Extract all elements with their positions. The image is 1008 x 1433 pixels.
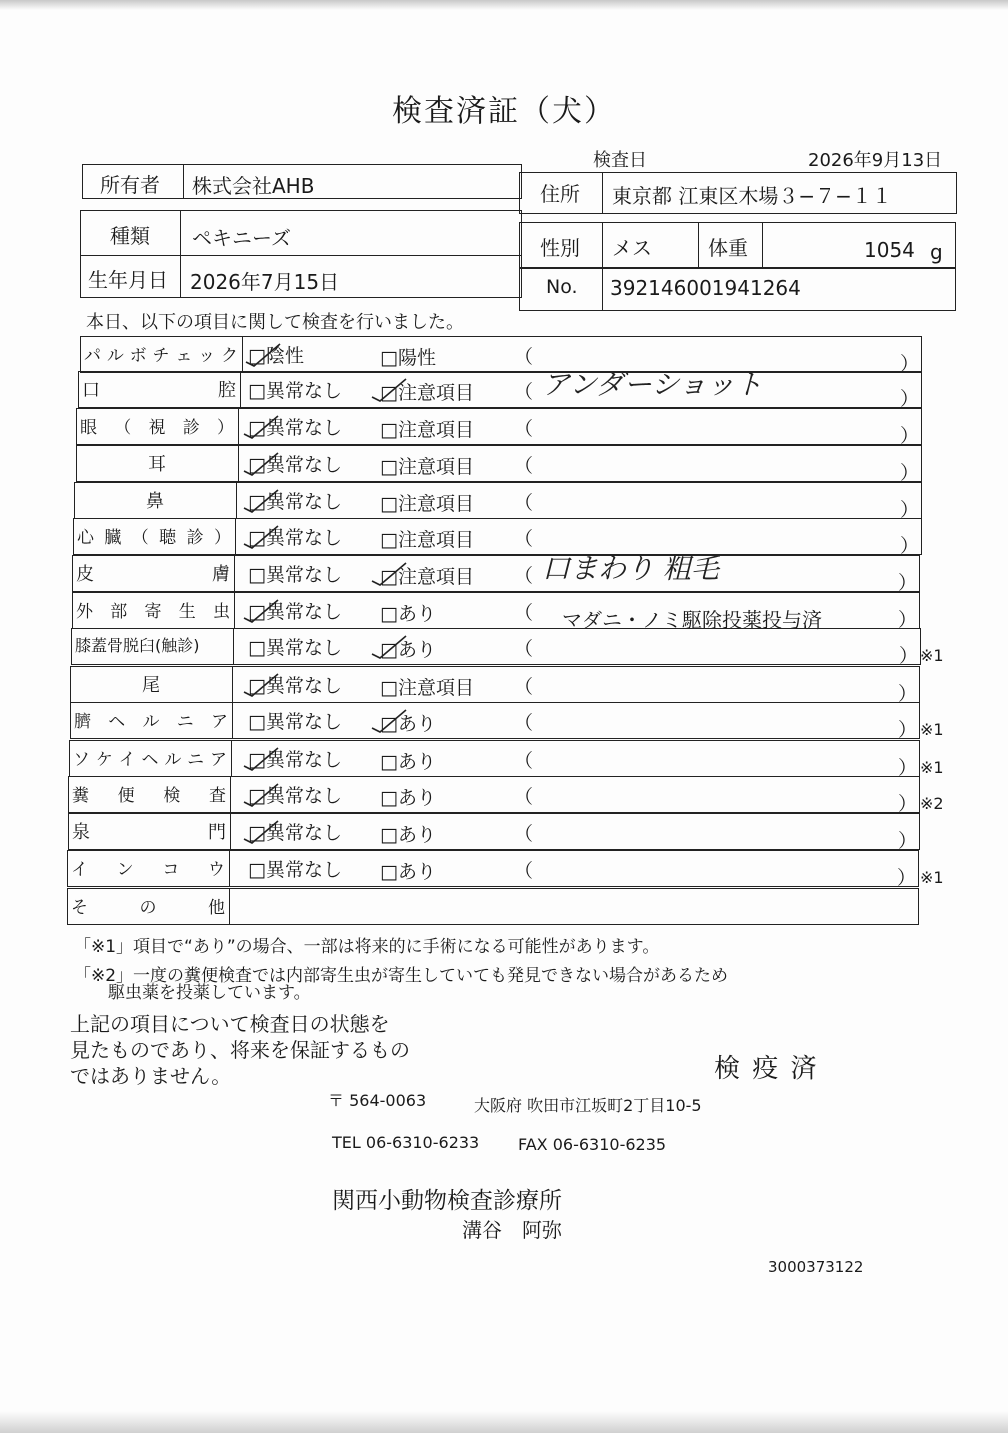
divider xyxy=(602,222,603,268)
exam-item-name: 耳 xyxy=(148,454,166,475)
exam-date-label: 検査日 xyxy=(593,150,647,171)
note-open-paren: （ xyxy=(514,528,534,550)
divider xyxy=(602,268,603,311)
option-normal-checkbox[interactable]: □異常なし xyxy=(248,785,342,807)
row-divider xyxy=(233,628,234,665)
exam-item-name: パ ル ボ チ ェ ッ ク xyxy=(84,346,238,366)
clinic-name: 関西小動物検査診療所 xyxy=(332,1188,562,1214)
note-close-paren: ） xyxy=(900,425,920,447)
option-attention-checkbox[interactable]: □あり xyxy=(380,824,436,846)
option-attention-checkbox[interactable]: □注意項目 xyxy=(380,493,474,515)
divider xyxy=(180,210,181,298)
note-open-paren: （ xyxy=(514,418,534,440)
footnote-mark: ※1 xyxy=(920,646,944,665)
option-normal-checkbox[interactable]: □異常なし xyxy=(248,711,342,733)
row-divider xyxy=(231,740,232,777)
note-close-paren: ） xyxy=(898,609,918,631)
exam-item-name: そ の 他 xyxy=(71,898,225,918)
row-divider xyxy=(236,482,237,519)
option-attention-checkbox[interactable]: □あり xyxy=(380,603,436,625)
weight-value: 1054 xyxy=(864,238,915,262)
check-mark-icon xyxy=(242,817,282,847)
option-attention-checkbox[interactable]: □陽性 xyxy=(380,347,436,369)
document-title: 検査済証（犬） xyxy=(392,94,616,129)
note-open-paren: （ xyxy=(514,712,534,734)
note-close-paren: ） xyxy=(900,462,920,484)
option-attention-checkbox[interactable]: □あり xyxy=(380,751,436,773)
row-divider xyxy=(238,408,239,445)
row-divider xyxy=(229,850,230,887)
footnote-1: 「※1」項目で“あり”の場合、一部は将来的に手術になる可能性があります。 xyxy=(74,937,660,957)
weight-label: 体重 xyxy=(708,236,748,260)
check-mark-icon xyxy=(242,596,282,626)
option-normal-checkbox[interactable]: □異常なし xyxy=(248,601,342,623)
intro-text: 本日、以下の項目に関して検査を行いました。 xyxy=(86,312,464,333)
check-mark-icon xyxy=(370,559,410,589)
check-mark-icon xyxy=(370,375,410,405)
exam-item-name: 糞 便 検 査 xyxy=(72,786,226,806)
owner-label: 所有者 xyxy=(100,173,160,197)
note-close-paren: ） xyxy=(900,388,920,410)
note-close-paren: ） xyxy=(898,830,918,852)
number-label: No. xyxy=(546,276,578,298)
check-mark-icon xyxy=(244,340,284,370)
exam-date-value: 2026年9月13日 xyxy=(808,150,943,171)
note-open-paren: （ xyxy=(514,346,534,368)
option-attention-checkbox[interactable]: □注意項目 xyxy=(380,382,474,404)
check-mark-icon xyxy=(242,780,282,810)
divider xyxy=(602,172,603,214)
option-normal-checkbox[interactable]: □異常なし xyxy=(248,380,342,402)
address-label: 住所 xyxy=(540,182,580,206)
note-open-paren: （ xyxy=(514,823,534,845)
note-close-paren: ） xyxy=(900,353,920,375)
doctor-name: 溝谷 阿弥 xyxy=(462,1218,562,1242)
row-divider xyxy=(234,592,235,629)
exam-item-name: 泉 門 xyxy=(72,822,226,843)
note-open-paren: （ xyxy=(514,860,534,882)
note-open-paren: （ xyxy=(514,381,534,403)
note-open-paren: （ xyxy=(514,602,534,624)
clinic-postal: 〒 564-0063 xyxy=(328,1091,427,1110)
document-id: 3000373122 xyxy=(768,1258,864,1276)
exam-item-name: 臍 ヘ ル ニ ア xyxy=(74,712,228,732)
option-normal-checkbox[interactable]: □異常なし xyxy=(248,637,342,659)
note-close-paren: ） xyxy=(900,535,920,557)
footnote-2-line2: 駆虫薬を投薬しています。 xyxy=(108,983,311,1003)
exam-item-name: 皮 膚 xyxy=(76,564,230,585)
option-normal-checkbox[interactable]: □異常なし xyxy=(248,564,342,586)
exam-item-name: 心 臓 （ 聴 診 ） xyxy=(77,528,231,548)
note-close-paren: ） xyxy=(898,683,918,705)
breed-label: 種類 xyxy=(110,224,150,248)
footnote-mark: ※1 xyxy=(920,868,944,887)
check-mark-icon xyxy=(370,632,410,662)
exam-item-name: 外 部 寄 生 虫 xyxy=(76,602,230,622)
divider xyxy=(762,222,763,268)
option-normal-checkbox[interactable]: □異常なし xyxy=(248,675,342,697)
owner-value: 株式会社AHB xyxy=(192,174,315,198)
birthdate-label: 生年月日 xyxy=(88,268,168,292)
check-mark-icon xyxy=(242,522,282,552)
option-attention-checkbox[interactable]: □あり xyxy=(380,787,436,809)
row-divider xyxy=(238,445,239,482)
clinic-address: 大阪府 吹田市江坂町2丁目10-5 xyxy=(474,1096,702,1115)
option-attention-checkbox[interactable]: □注意項目 xyxy=(380,419,474,441)
note-close-paren: ） xyxy=(898,793,918,815)
exam-item-name: 尾 xyxy=(142,675,160,696)
exam-item-name: 鼻 xyxy=(146,491,164,512)
note-open-paren: （ xyxy=(514,455,534,477)
divider xyxy=(698,222,699,268)
scan-edge-bottom xyxy=(0,1411,1008,1433)
sex-value: メス xyxy=(612,236,652,260)
option-attention-checkbox[interactable]: □あり xyxy=(380,639,436,661)
note-open-paren: （ xyxy=(514,492,534,514)
row-divider xyxy=(235,518,236,555)
disclaimer-line3: ではありません。 xyxy=(70,1064,232,1088)
exam-item-name: 膝蓋骨脱臼(触診) xyxy=(75,636,200,655)
handwritten-note: 口まわり 粗毛 xyxy=(542,552,719,585)
disclaimer-line2: 見たものであり、将来を保証するもの xyxy=(70,1038,410,1062)
note-close-paren: ） xyxy=(898,757,918,779)
check-mark-icon xyxy=(242,412,282,442)
note-close-paren: ） xyxy=(898,572,918,594)
check-mark-icon xyxy=(242,744,282,774)
row-divider xyxy=(230,776,231,813)
clinic-tel: TEL 06-6310-6233 xyxy=(332,1133,480,1152)
printed-note: マダニ・ノミ駆除投薬投与済 xyxy=(562,608,822,632)
handwritten-note: アンダーショット xyxy=(542,368,763,401)
exam-item-name: イ ン コ ウ xyxy=(71,860,225,880)
footnote-mark: ※1 xyxy=(920,758,944,777)
address-value: 東京都 江東区木場３−７−１１ xyxy=(612,184,892,208)
check-mark-icon xyxy=(242,449,282,479)
row-divider xyxy=(234,555,235,592)
option-attention-checkbox[interactable]: □あり xyxy=(380,713,436,735)
check-mark-icon xyxy=(370,706,410,736)
check-mark-icon xyxy=(242,670,282,700)
footnote-mark: ※2 xyxy=(920,794,944,813)
option-normal-checkbox[interactable]: □異常なし xyxy=(248,859,342,881)
number-value: 392146001941264 xyxy=(610,276,801,300)
option-normal-checkbox[interactable]: □異常なし xyxy=(248,454,342,476)
row-divider xyxy=(240,371,241,408)
exam-item-name: 眼 （ 視 診 ） xyxy=(80,418,234,438)
note-close-paren: ） xyxy=(897,867,917,889)
note-close-paren: ） xyxy=(899,645,919,667)
quarantine-stamp: 検 疫 済 xyxy=(714,1054,819,1084)
option-normal-checkbox[interactable]: □異常なし xyxy=(248,527,342,549)
exam-item-name: ソ ケ イ ヘ ル ニ ア xyxy=(73,750,227,770)
option-normal-checkbox[interactable]: □異常なし xyxy=(248,822,342,844)
row-divider xyxy=(232,702,233,739)
option-attention-checkbox[interactable]: □注意項目 xyxy=(380,677,474,699)
option-attention-checkbox[interactable]: □注意項目 xyxy=(380,566,474,588)
clinic-fax: FAX 06-6310-6235 xyxy=(518,1135,667,1154)
option-normal-checkbox[interactable]: □陰性 xyxy=(248,345,304,367)
check-mark-icon xyxy=(242,486,282,516)
sex-label: 性別 xyxy=(540,236,580,260)
option-normal-checkbox[interactable]: □異常なし xyxy=(248,749,342,771)
option-attention-checkbox[interactable]: □注意項目 xyxy=(380,529,474,551)
weight-unit: g xyxy=(930,240,943,264)
scan-edge-top xyxy=(0,0,1008,10)
footnote-mark: ※1 xyxy=(920,720,944,739)
row-divider xyxy=(232,666,233,703)
option-attention-checkbox[interactable]: □注意項目 xyxy=(380,456,474,478)
option-normal-checkbox[interactable]: □異常なし xyxy=(248,417,342,439)
option-normal-checkbox[interactable]: □異常なし xyxy=(248,491,342,513)
birthdate-value: 2026年7月15日 xyxy=(190,270,340,294)
footnote-2-line1: 「※2」一度の糞便検査では内部寄生虫が寄生していても発見できない場合があるため xyxy=(74,966,729,986)
divider xyxy=(183,164,184,199)
option-attention-checkbox[interactable]: □あり xyxy=(380,861,436,883)
note-open-paren: （ xyxy=(514,786,534,808)
note-close-paren: ） xyxy=(900,499,920,521)
row-divider xyxy=(242,336,243,373)
note-open-paren: （ xyxy=(514,638,534,660)
note-open-paren: （ xyxy=(514,565,534,587)
row-divider xyxy=(229,888,230,925)
exam-item-name: 口 腔 xyxy=(82,380,236,401)
note-open-paren: （ xyxy=(514,750,534,772)
note-close-paren: ） xyxy=(898,719,918,741)
disclaimer-line1: 上記の項目について検査日の状態を xyxy=(70,1012,390,1036)
row-divider xyxy=(230,813,231,850)
note-open-paren: （ xyxy=(514,676,534,698)
divider xyxy=(80,255,522,256)
breed-value: ペキニーズ xyxy=(192,226,291,250)
